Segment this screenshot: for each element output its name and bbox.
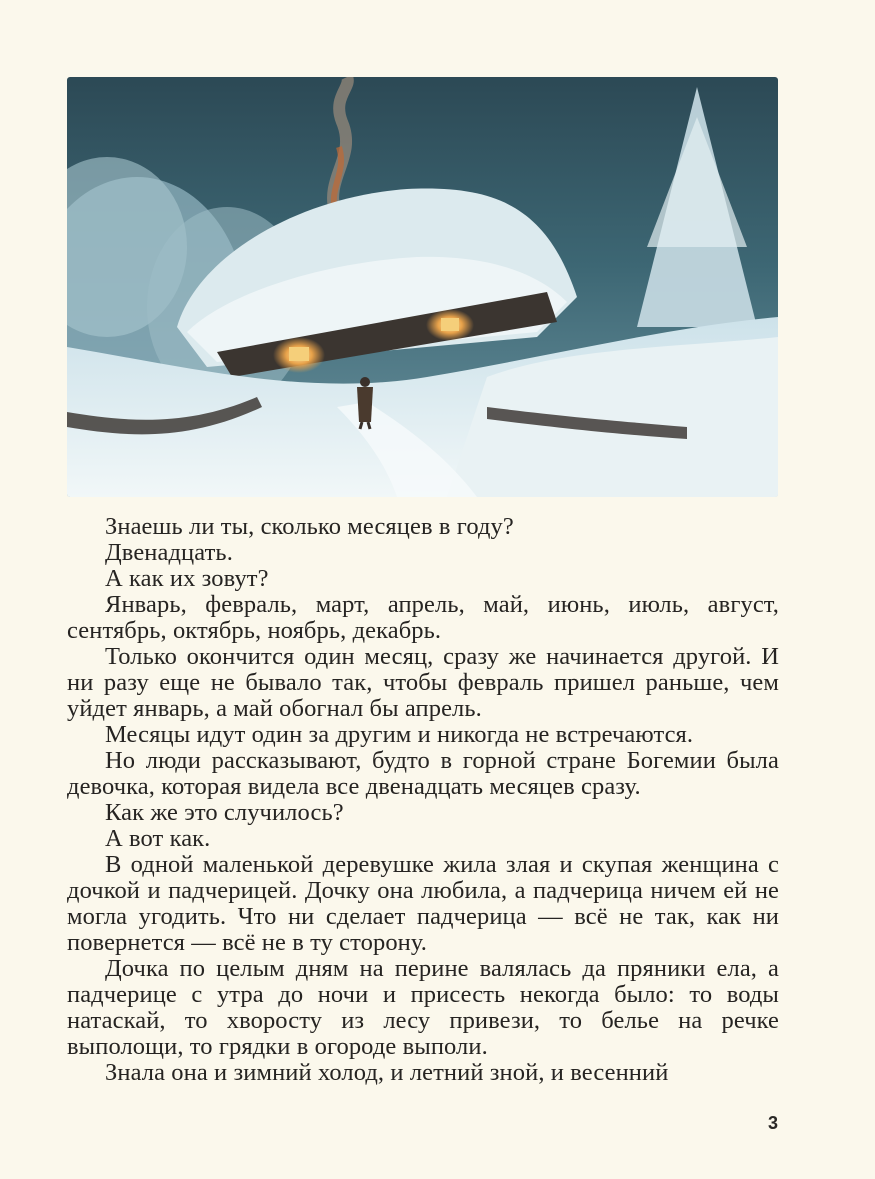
page-number: 3 <box>768 1113 779 1133</box>
paragraph: Дочка по целым дням на перине валялась да пряники ела, а падчерице с утра до ночи и присесть некогда было: то воды натаскай, то хворосту из лесу привези, то белье на речке выполощи, то грядки в огороде выполи. <box>67 955 779 1060</box>
winter-hut-illustration <box>67 77 778 497</box>
paragraph: Знала она и зимний холод, и летний зной, и весенний <box>105 1059 669 1086</box>
paragraph: Но люди рассказывают, будто в горной стране Богемии была девочка, которая видела все двенадцать месяцев сразу. <box>67 747 779 800</box>
paragraph: Январь, февраль, март, апрель, май, июнь, июль, август, сентябрь, октябрь, ноябрь, декабрь. <box>67 591 779 644</box>
paragraph: Только окончится один месяц, сразу же начинается другой. И ни разу еще не бывало так, чтобы февраль пришел раньше, чем уйдет январь, а май обогнал бы апрель. <box>67 643 779 722</box>
paragraph: Как же это случилось? <box>105 799 344 826</box>
paragraph: Двенадцать. <box>105 539 233 566</box>
paragraph: А вот как. <box>105 825 211 852</box>
story-text <box>67 514 779 1086</box>
paragraph: В одной маленькой деревушке жила злая и скупая женщина с дочкой и падчерицей. Дочку она любила, а падчерица ничем ей не могла угодить. Что ни сделает падчерица — всё не так, как ни повернется — всё не в ту сторону. <box>67 851 779 956</box>
paragraph: Знаешь ли ты, сколько месяцев в году? <box>105 513 514 540</box>
paragraph: Месяцы идут один за другим и никогда не встречаются. <box>105 721 694 748</box>
paragraph: А как их зовут? <box>105 565 269 592</box>
